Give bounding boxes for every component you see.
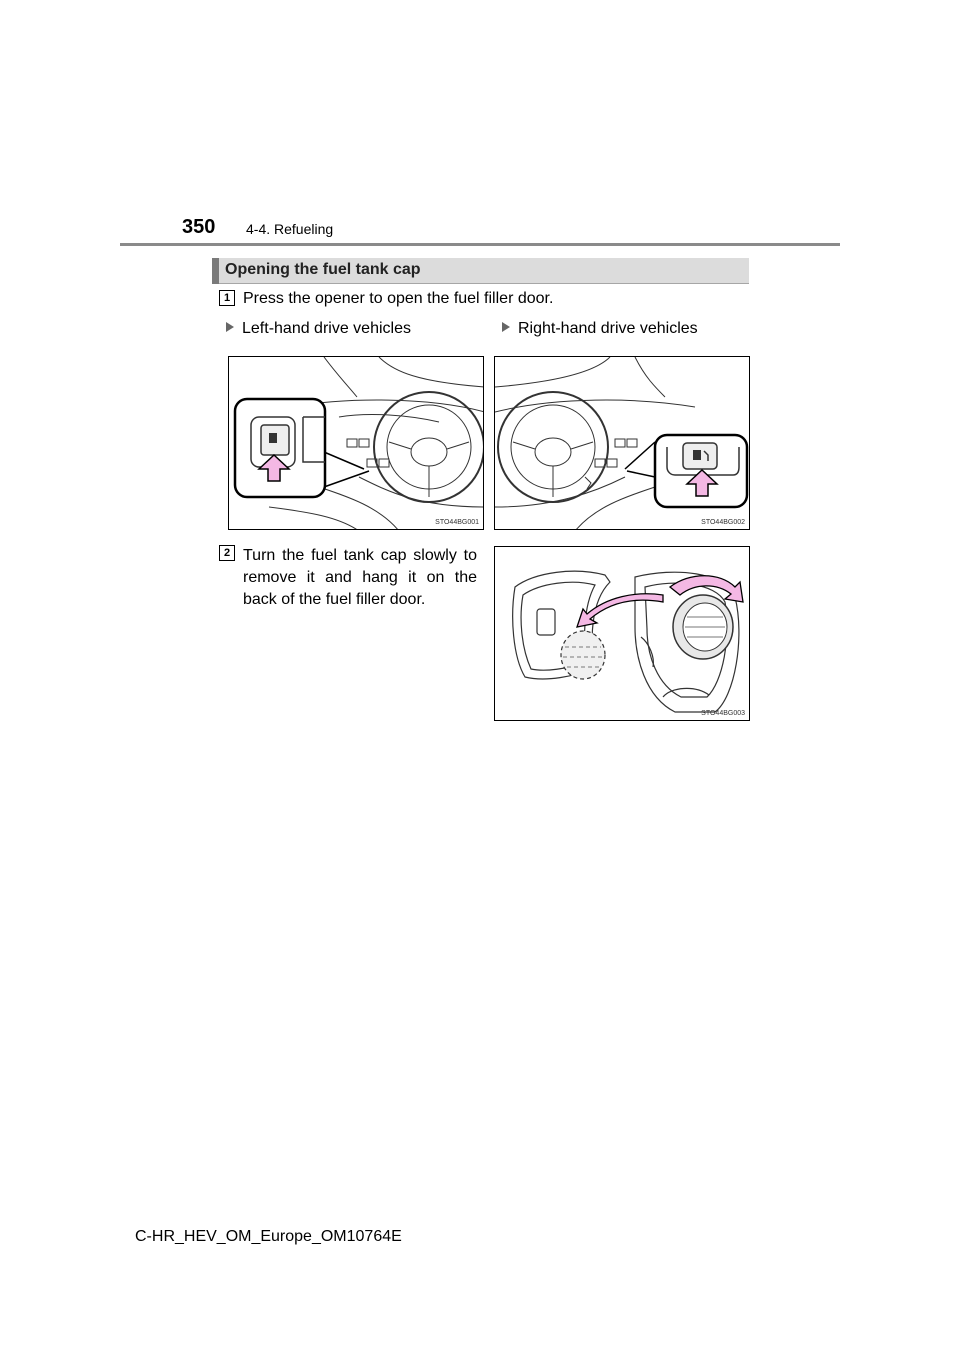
caption-left-text: Left-hand drive vehicles xyxy=(242,320,411,337)
fuel-cap-illustration xyxy=(495,547,750,721)
section-title: 4-4. Refueling xyxy=(246,221,334,237)
step-2-text: Turn the fuel tank cap slowly to remove it and hang it on the back of the fuel filler door. xyxy=(243,547,477,608)
step-1-text: Press the opener to open the fuel filler door. xyxy=(243,290,554,307)
subsection-title: Opening the fuel tank cap xyxy=(225,261,421,278)
step-1-number: 1 xyxy=(219,290,235,306)
caption-right-hand-drive xyxy=(502,320,698,338)
page-number: 350 xyxy=(182,216,216,238)
subsection-accent xyxy=(212,258,219,284)
figure-fuel-cap xyxy=(494,546,750,721)
triangle-bullet-icon xyxy=(502,322,510,332)
figure-2-code: STO44BG002 xyxy=(701,519,745,526)
footer-doc-id: C-HR_HEV_OM_Europe_OM10764E xyxy=(135,1228,402,1245)
figure-left-hand-drive xyxy=(228,356,484,530)
dashboard-rhd-illustration xyxy=(495,357,750,530)
figure-right-hand-drive xyxy=(494,356,750,530)
caption-left-hand-drive xyxy=(226,320,411,338)
dashboard-lhd-illustration xyxy=(229,357,484,530)
header-rule xyxy=(120,243,840,246)
caption-right-text: Right-hand drive vehicles xyxy=(518,320,698,337)
figure-3-code: STO44BG003 xyxy=(701,710,745,717)
figure-1-code: STO44BG001 xyxy=(435,519,479,526)
step-2-number: 2 xyxy=(219,545,235,561)
triangle-bullet-icon xyxy=(226,322,234,332)
